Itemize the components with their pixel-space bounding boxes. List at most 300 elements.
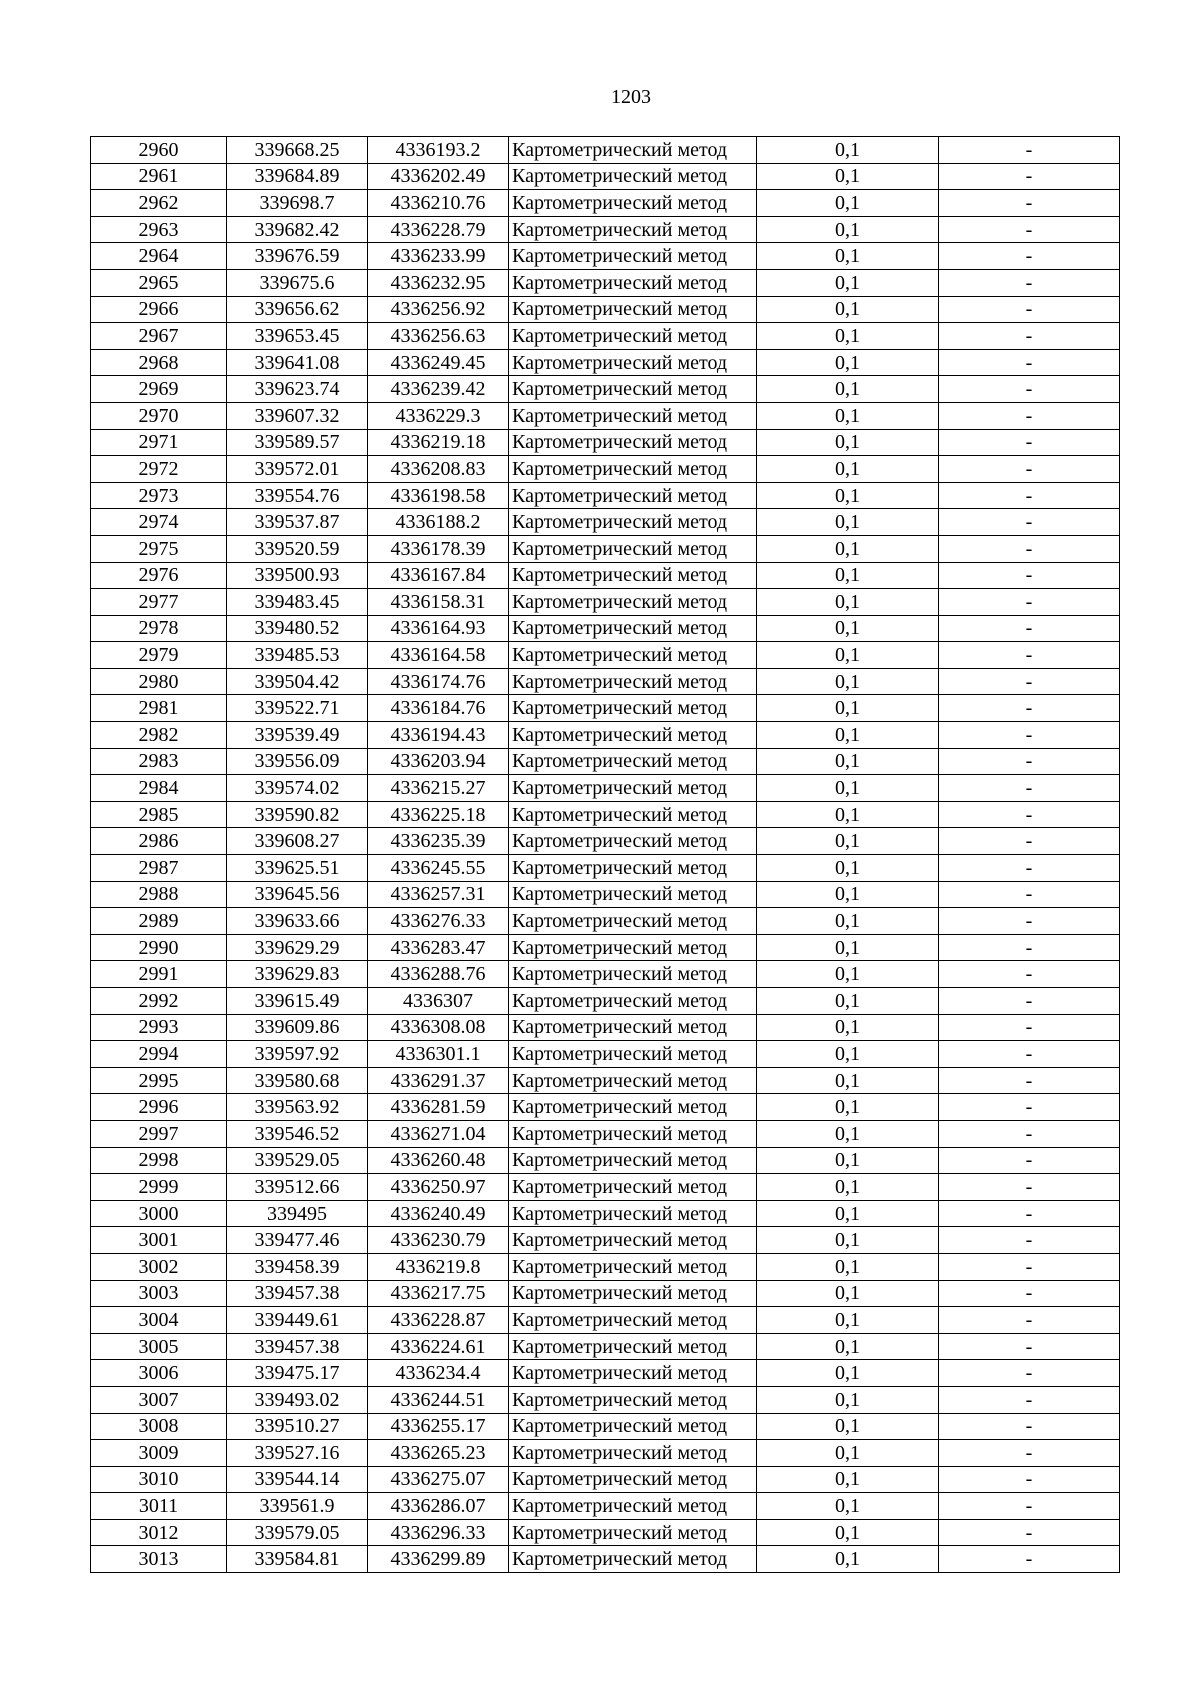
accuracy-cell: 0,1 xyxy=(757,855,939,882)
method-cell: Картометрический метод xyxy=(509,615,757,642)
x-coordinate-cell: 339623.74 xyxy=(227,376,368,403)
x-coordinate-cell: 339653.45 xyxy=(227,323,368,350)
method-cell: Картометрический метод xyxy=(509,1413,757,1440)
table-row xyxy=(91,535,1120,562)
method-cell: Картометрический метод xyxy=(509,908,757,935)
note-cell: - xyxy=(939,1360,1120,1387)
point-number-cell: 2984 xyxy=(91,775,227,802)
table-row xyxy=(91,1120,1120,1147)
y-coordinate-cell: 4336260.48 xyxy=(368,1147,509,1174)
y-coordinate-cell: 4336296.33 xyxy=(368,1519,509,1546)
point-number-cell: 3002 xyxy=(91,1253,227,1280)
y-coordinate-cell: 4336281.59 xyxy=(368,1094,509,1121)
accuracy-cell: 0,1 xyxy=(757,376,939,403)
note-cell: - xyxy=(939,137,1120,164)
table-row xyxy=(91,296,1120,323)
point-number-cell: 3005 xyxy=(91,1333,227,1360)
point-number-cell: 2975 xyxy=(91,535,227,562)
x-coordinate-cell: 339629.83 xyxy=(227,961,368,988)
table-row xyxy=(91,1386,1120,1413)
x-coordinate-cell: 339477.46 xyxy=(227,1227,368,1254)
note-cell: - xyxy=(939,1227,1120,1254)
x-coordinate-cell: 339495 xyxy=(227,1200,368,1227)
y-coordinate-cell: 4336228.79 xyxy=(368,216,509,243)
accuracy-cell: 0,1 xyxy=(757,1466,939,1493)
method-cell: Картометрический метод xyxy=(509,934,757,961)
y-coordinate-cell: 4336271.04 xyxy=(368,1120,509,1147)
point-number-cell: 2995 xyxy=(91,1067,227,1094)
method-cell: Картометрический метод xyxy=(509,509,757,536)
note-cell: - xyxy=(939,243,1120,270)
table-row xyxy=(91,1493,1120,1520)
x-coordinate-cell: 339645.56 xyxy=(227,881,368,908)
method-cell: Картометрический метод xyxy=(509,642,757,669)
accuracy-cell: 0,1 xyxy=(757,642,939,669)
point-number-cell: 2996 xyxy=(91,1094,227,1121)
note-cell: - xyxy=(939,376,1120,403)
y-coordinate-cell: 4336276.33 xyxy=(368,908,509,935)
x-coordinate-cell: 339483.45 xyxy=(227,589,368,616)
x-coordinate-cell: 339546.52 xyxy=(227,1120,368,1147)
y-coordinate-cell: 4336219.18 xyxy=(368,429,509,456)
method-cell: Картометрический метод xyxy=(509,482,757,509)
y-coordinate-cell: 4336225.18 xyxy=(368,801,509,828)
accuracy-cell: 0,1 xyxy=(757,509,939,536)
table-row xyxy=(91,243,1120,270)
point-number-cell: 2964 xyxy=(91,243,227,270)
point-number-cell: 3013 xyxy=(91,1546,227,1573)
table-row xyxy=(91,748,1120,775)
x-coordinate-cell: 339563.92 xyxy=(227,1094,368,1121)
accuracy-cell: 0,1 xyxy=(757,1067,939,1094)
note-cell: - xyxy=(939,269,1120,296)
accuracy-cell: 0,1 xyxy=(757,1519,939,1546)
accuracy-cell: 0,1 xyxy=(757,695,939,722)
point-number-cell: 2961 xyxy=(91,163,227,190)
note-cell: - xyxy=(939,589,1120,616)
table-row xyxy=(91,589,1120,616)
point-number-cell: 3011 xyxy=(91,1493,227,1520)
note-cell: - xyxy=(939,1094,1120,1121)
x-coordinate-cell: 339504.42 xyxy=(227,668,368,695)
point-number-cell: 3008 xyxy=(91,1413,227,1440)
x-coordinate-cell: 339561.9 xyxy=(227,1493,368,1520)
method-cell: Картометрический метод xyxy=(509,1174,757,1201)
y-coordinate-cell: 4336229.3 xyxy=(368,402,509,429)
x-coordinate-cell: 339485.53 xyxy=(227,642,368,669)
accuracy-cell: 0,1 xyxy=(757,668,939,695)
point-number-cell: 2967 xyxy=(91,323,227,350)
table-row xyxy=(91,1227,1120,1254)
y-coordinate-cell: 4336257.31 xyxy=(368,881,509,908)
method-cell: Картометрический метод xyxy=(509,1253,757,1280)
method-cell: Картометрический метод xyxy=(509,376,757,403)
x-coordinate-cell: 339458.39 xyxy=(227,1253,368,1280)
method-cell: Картометрический метод xyxy=(509,216,757,243)
accuracy-cell: 0,1 xyxy=(757,908,939,935)
method-cell: Картометрический метод xyxy=(509,1466,757,1493)
table-row xyxy=(91,190,1120,217)
accuracy-cell: 0,1 xyxy=(757,216,939,243)
accuracy-cell: 0,1 xyxy=(757,589,939,616)
accuracy-cell: 0,1 xyxy=(757,1546,939,1573)
table-row xyxy=(91,1147,1120,1174)
method-cell: Картометрический метод xyxy=(509,1067,757,1094)
x-coordinate-cell: 339544.14 xyxy=(227,1466,368,1493)
x-coordinate-cell: 339480.52 xyxy=(227,615,368,642)
y-coordinate-cell: 4336178.39 xyxy=(368,535,509,562)
note-cell: - xyxy=(939,1280,1120,1307)
accuracy-cell: 0,1 xyxy=(757,1253,939,1280)
method-cell: Картометрический метод xyxy=(509,801,757,828)
note-cell: - xyxy=(939,748,1120,775)
method-cell: Картометрический метод xyxy=(509,881,757,908)
method-cell: Картометрический метод xyxy=(509,1307,757,1334)
table-row xyxy=(91,1360,1120,1387)
accuracy-cell: 0,1 xyxy=(757,535,939,562)
accuracy-cell: 0,1 xyxy=(757,1227,939,1254)
table-row xyxy=(91,1413,1120,1440)
y-coordinate-cell: 4336256.92 xyxy=(368,296,509,323)
x-coordinate-cell: 339539.49 xyxy=(227,722,368,749)
y-coordinate-cell: 4336210.76 xyxy=(368,190,509,217)
y-coordinate-cell: 4336219.8 xyxy=(368,1253,509,1280)
accuracy-cell: 0,1 xyxy=(757,1360,939,1387)
method-cell: Картометрический метод xyxy=(509,535,757,562)
x-coordinate-cell: 339607.32 xyxy=(227,402,368,429)
note-cell: - xyxy=(939,1067,1120,1094)
method-cell: Картометрический метод xyxy=(509,1280,757,1307)
x-coordinate-cell: 339556.09 xyxy=(227,748,368,775)
accuracy-cell: 0,1 xyxy=(757,934,939,961)
x-coordinate-cell: 339609.86 xyxy=(227,1014,368,1041)
method-cell: Картометрический метод xyxy=(509,243,757,270)
accuracy-cell: 0,1 xyxy=(757,801,939,828)
method-cell: Картометрический метод xyxy=(509,1546,757,1573)
method-cell: Картометрический метод xyxy=(509,296,757,323)
table-row xyxy=(91,1440,1120,1467)
x-coordinate-cell: 339500.93 xyxy=(227,562,368,589)
point-number-cell: 2971 xyxy=(91,429,227,456)
note-cell: - xyxy=(939,482,1120,509)
table-row xyxy=(91,881,1120,908)
note-cell: - xyxy=(939,801,1120,828)
note-cell: - xyxy=(939,349,1120,376)
y-coordinate-cell: 4336239.42 xyxy=(368,376,509,403)
point-number-cell: 2994 xyxy=(91,1041,227,1068)
accuracy-cell: 0,1 xyxy=(757,961,939,988)
note-cell: - xyxy=(939,1174,1120,1201)
method-cell: Картометрический метод xyxy=(509,828,757,855)
y-coordinate-cell: 4336193.2 xyxy=(368,137,509,164)
x-coordinate-cell: 339682.42 xyxy=(227,216,368,243)
x-coordinate-cell: 339633.66 xyxy=(227,908,368,935)
table-row xyxy=(91,376,1120,403)
note-cell: - xyxy=(939,296,1120,323)
y-coordinate-cell: 4336244.51 xyxy=(368,1386,509,1413)
x-coordinate-cell: 339510.27 xyxy=(227,1413,368,1440)
accuracy-cell: 0,1 xyxy=(757,323,939,350)
table-row xyxy=(91,456,1120,483)
y-coordinate-cell: 4336307 xyxy=(368,988,509,1015)
x-coordinate-cell: 339584.81 xyxy=(227,1546,368,1573)
table-row xyxy=(91,269,1120,296)
point-number-cell: 2987 xyxy=(91,855,227,882)
x-coordinate-cell: 339522.71 xyxy=(227,695,368,722)
point-number-cell: 2992 xyxy=(91,988,227,1015)
table-row xyxy=(91,482,1120,509)
method-cell: Картометрический метод xyxy=(509,961,757,988)
table-row xyxy=(91,722,1120,749)
accuracy-cell: 0,1 xyxy=(757,429,939,456)
y-coordinate-cell: 4336250.97 xyxy=(368,1174,509,1201)
table-row xyxy=(91,988,1120,1015)
y-coordinate-cell: 4336245.55 xyxy=(368,855,509,882)
method-cell: Картометрический метод xyxy=(509,1386,757,1413)
method-cell: Картометрический метод xyxy=(509,1147,757,1174)
x-coordinate-cell: 339574.02 xyxy=(227,775,368,802)
table-row xyxy=(91,1333,1120,1360)
x-coordinate-cell: 339656.62 xyxy=(227,296,368,323)
note-cell: - xyxy=(939,1041,1120,1068)
accuracy-cell: 0,1 xyxy=(757,1280,939,1307)
point-number-cell: 3007 xyxy=(91,1386,227,1413)
table-row xyxy=(91,1041,1120,1068)
x-coordinate-cell: 339590.82 xyxy=(227,801,368,828)
table-row xyxy=(91,1307,1120,1334)
y-coordinate-cell: 4336232.95 xyxy=(368,269,509,296)
x-coordinate-cell: 339615.49 xyxy=(227,988,368,1015)
y-coordinate-cell: 4336234.4 xyxy=(368,1360,509,1387)
y-coordinate-cell: 4336249.45 xyxy=(368,349,509,376)
table-row xyxy=(91,775,1120,802)
accuracy-cell: 0,1 xyxy=(757,881,939,908)
point-number-cell: 2986 xyxy=(91,828,227,855)
table-row xyxy=(91,1546,1120,1573)
x-coordinate-cell: 339625.51 xyxy=(227,855,368,882)
y-coordinate-cell: 4336194.43 xyxy=(368,722,509,749)
note-cell: - xyxy=(939,1253,1120,1280)
method-cell: Картометрический метод xyxy=(509,1041,757,1068)
table-row xyxy=(91,1519,1120,1546)
point-number-cell: 3004 xyxy=(91,1307,227,1334)
note-cell: - xyxy=(939,1413,1120,1440)
y-coordinate-cell: 4336291.37 xyxy=(368,1067,509,1094)
x-coordinate-cell: 339520.59 xyxy=(227,535,368,562)
method-cell: Картометрический метод xyxy=(509,137,757,164)
y-coordinate-cell: 4336228.87 xyxy=(368,1307,509,1334)
accuracy-cell: 0,1 xyxy=(757,1307,939,1334)
y-coordinate-cell: 4336283.47 xyxy=(368,934,509,961)
accuracy-cell: 0,1 xyxy=(757,1200,939,1227)
x-coordinate-cell: 339684.89 xyxy=(227,163,368,190)
note-cell: - xyxy=(939,429,1120,456)
point-number-cell: 3012 xyxy=(91,1519,227,1546)
point-number-cell: 3009 xyxy=(91,1440,227,1467)
point-number-cell: 2993 xyxy=(91,1014,227,1041)
point-number-cell: 2999 xyxy=(91,1174,227,1201)
note-cell: - xyxy=(939,163,1120,190)
table-row xyxy=(91,1200,1120,1227)
table-row xyxy=(91,642,1120,669)
method-cell: Картометрический метод xyxy=(509,1360,757,1387)
coordinates-table xyxy=(90,136,1120,1573)
x-coordinate-cell: 339475.17 xyxy=(227,1360,368,1387)
accuracy-cell: 0,1 xyxy=(757,988,939,1015)
x-coordinate-cell: 339529.05 xyxy=(227,1147,368,1174)
method-cell: Картометрический метод xyxy=(509,988,757,1015)
accuracy-cell: 0,1 xyxy=(757,1333,939,1360)
accuracy-cell: 0,1 xyxy=(757,243,939,270)
point-number-cell: 2980 xyxy=(91,668,227,695)
y-coordinate-cell: 4336265.23 xyxy=(368,1440,509,1467)
x-coordinate-cell: 339572.01 xyxy=(227,456,368,483)
note-cell: - xyxy=(939,190,1120,217)
y-coordinate-cell: 4336174.76 xyxy=(368,668,509,695)
accuracy-cell: 0,1 xyxy=(757,1041,939,1068)
accuracy-cell: 0,1 xyxy=(757,1493,939,1520)
accuracy-cell: 0,1 xyxy=(757,1120,939,1147)
x-coordinate-cell: 339457.38 xyxy=(227,1280,368,1307)
method-cell: Картометрический метод xyxy=(509,748,757,775)
note-cell: - xyxy=(939,775,1120,802)
x-coordinate-cell: 339449.61 xyxy=(227,1307,368,1334)
point-number-cell: 2991 xyxy=(91,961,227,988)
table-row xyxy=(91,934,1120,961)
y-coordinate-cell: 4336198.58 xyxy=(368,482,509,509)
x-coordinate-cell: 339675.6 xyxy=(227,269,368,296)
x-coordinate-cell: 339554.76 xyxy=(227,482,368,509)
method-cell: Картометрический метод xyxy=(509,775,757,802)
point-number-cell: 2972 xyxy=(91,456,227,483)
table-row xyxy=(91,695,1120,722)
note-cell: - xyxy=(939,908,1120,935)
point-number-cell: 2973 xyxy=(91,482,227,509)
accuracy-cell: 0,1 xyxy=(757,722,939,749)
accuracy-cell: 0,1 xyxy=(757,615,939,642)
point-number-cell: 2978 xyxy=(91,615,227,642)
method-cell: Картометрический метод xyxy=(509,562,757,589)
method-cell: Картометрический метод xyxy=(509,1493,757,1520)
note-cell: - xyxy=(939,642,1120,669)
method-cell: Картометрический метод xyxy=(509,695,757,722)
note-cell: - xyxy=(939,961,1120,988)
point-number-cell: 2963 xyxy=(91,216,227,243)
accuracy-cell: 0,1 xyxy=(757,1014,939,1041)
method-cell: Картометрический метод xyxy=(509,1227,757,1254)
method-cell: Картометрический метод xyxy=(509,1519,757,1546)
point-number-cell: 2979 xyxy=(91,642,227,669)
x-coordinate-cell: 339597.92 xyxy=(227,1041,368,1068)
method-cell: Картометрический метод xyxy=(509,1440,757,1467)
method-cell: Картометрический метод xyxy=(509,722,757,749)
table-row xyxy=(91,828,1120,855)
y-coordinate-cell: 4336235.39 xyxy=(368,828,509,855)
note-cell: - xyxy=(939,615,1120,642)
method-cell: Картометрический метод xyxy=(509,589,757,616)
y-coordinate-cell: 4336217.75 xyxy=(368,1280,509,1307)
note-cell: - xyxy=(939,323,1120,350)
note-cell: - xyxy=(939,1440,1120,1467)
point-number-cell: 3003 xyxy=(91,1280,227,1307)
y-coordinate-cell: 4336188.2 xyxy=(368,509,509,536)
y-coordinate-cell: 4336240.49 xyxy=(368,1200,509,1227)
note-cell: - xyxy=(939,881,1120,908)
note-cell: - xyxy=(939,1546,1120,1573)
table-row xyxy=(91,402,1120,429)
table-row xyxy=(91,1067,1120,1094)
x-coordinate-cell: 339580.68 xyxy=(227,1067,368,1094)
method-cell: Картометрический метод xyxy=(509,163,757,190)
y-coordinate-cell: 4336288.76 xyxy=(368,961,509,988)
y-coordinate-cell: 4336164.58 xyxy=(368,642,509,669)
y-coordinate-cell: 4336230.79 xyxy=(368,1227,509,1254)
table-row xyxy=(91,1174,1120,1201)
accuracy-cell: 0,1 xyxy=(757,296,939,323)
point-number-cell: 2962 xyxy=(91,190,227,217)
point-number-cell: 2998 xyxy=(91,1147,227,1174)
point-number-cell: 2997 xyxy=(91,1120,227,1147)
x-coordinate-cell: 339457.38 xyxy=(227,1333,368,1360)
note-cell: - xyxy=(939,1493,1120,1520)
y-coordinate-cell: 4336233.99 xyxy=(368,243,509,270)
accuracy-cell: 0,1 xyxy=(757,349,939,376)
point-number-cell: 2982 xyxy=(91,722,227,749)
table-row xyxy=(91,1466,1120,1493)
accuracy-cell: 0,1 xyxy=(757,456,939,483)
method-cell: Картометрический метод xyxy=(509,855,757,882)
point-number-cell: 2976 xyxy=(91,562,227,589)
y-coordinate-cell: 4336215.27 xyxy=(368,775,509,802)
point-number-cell: 2989 xyxy=(91,908,227,935)
point-number-cell: 3010 xyxy=(91,1466,227,1493)
note-cell: - xyxy=(939,934,1120,961)
point-number-cell: 2977 xyxy=(91,589,227,616)
method-cell: Картометрический метод xyxy=(509,456,757,483)
table-row xyxy=(91,1014,1120,1041)
accuracy-cell: 0,1 xyxy=(757,748,939,775)
x-coordinate-cell: 339608.27 xyxy=(227,828,368,855)
accuracy-cell: 0,1 xyxy=(757,482,939,509)
table-row xyxy=(91,429,1120,456)
x-coordinate-cell: 339589.57 xyxy=(227,429,368,456)
table-row xyxy=(91,349,1120,376)
method-cell: Картометрический метод xyxy=(509,402,757,429)
method-cell: Картометрический метод xyxy=(509,269,757,296)
y-coordinate-cell: 4336224.61 xyxy=(368,1333,509,1360)
note-cell: - xyxy=(939,1014,1120,1041)
note-cell: - xyxy=(939,509,1120,536)
y-coordinate-cell: 4336202.49 xyxy=(368,163,509,190)
accuracy-cell: 0,1 xyxy=(757,775,939,802)
point-number-cell: 2985 xyxy=(91,801,227,828)
method-cell: Картометрический метод xyxy=(509,1014,757,1041)
accuracy-cell: 0,1 xyxy=(757,1440,939,1467)
table-row xyxy=(91,615,1120,642)
table-row xyxy=(91,855,1120,882)
point-number-cell: 3001 xyxy=(91,1227,227,1254)
point-number-cell: 2968 xyxy=(91,349,227,376)
method-cell: Картометрический метод xyxy=(509,668,757,695)
accuracy-cell: 0,1 xyxy=(757,1174,939,1201)
note-cell: - xyxy=(939,1147,1120,1174)
point-number-cell: 2983 xyxy=(91,748,227,775)
y-coordinate-cell: 4336167.84 xyxy=(368,562,509,589)
x-coordinate-cell: 339676.59 xyxy=(227,243,368,270)
note-cell: - xyxy=(939,456,1120,483)
y-coordinate-cell: 4336256.63 xyxy=(368,323,509,350)
x-coordinate-cell: 339493.02 xyxy=(227,1386,368,1413)
